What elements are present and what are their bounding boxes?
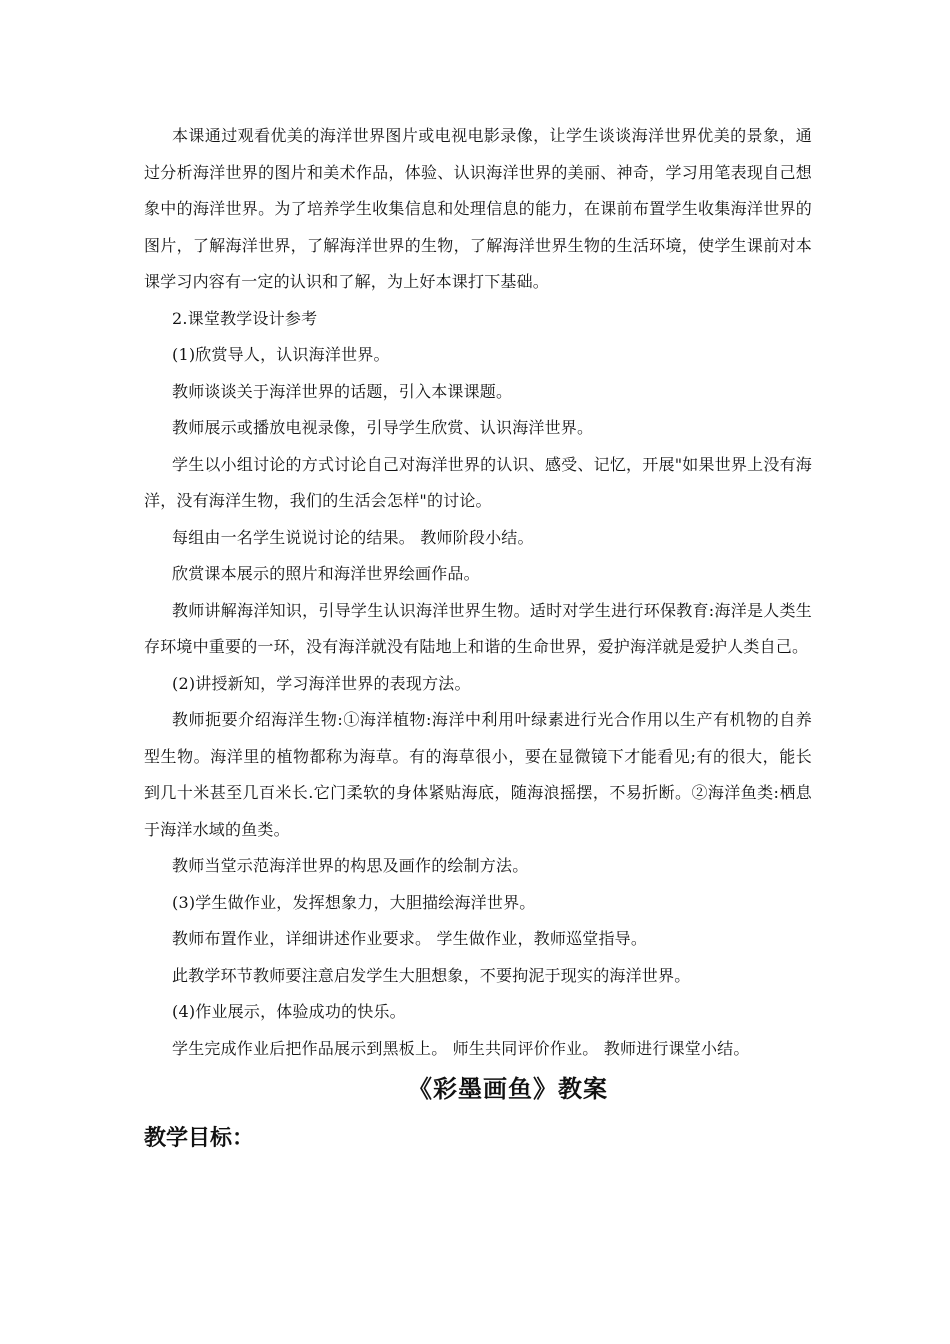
paragraph-topic: 教师谈谈关于海洋世界的话题，引入本课课题。 — [172, 381, 513, 401]
paragraph-ocean-knowledge: 教师讲解海洋知识，引导学生认识海洋世界生物。适时对学生进行环保教育:海洋是人类生存环境中重要的一环，没有海洋就没有陆地上和谐的生命世界，爱护海洋就是爱护人类自己。 — [144, 600, 812, 656]
step-1-heading: (1)欣赏导人，认识海洋世界。 — [172, 345, 390, 364]
paragraph-summary: 每组由一名学生说说讨论的结果。 教师阶段小结。 — [172, 527, 534, 547]
intro-paragraph: 本课通过观看优美的海洋世界图片或电视电影录像，让学生谈谈海洋世界优美的景象，通过分析海洋世界的图片和美术作品，体验、认识海洋世界的美丽、神奇，学习用笔表现自己想象中的海洋世界。为了培养学生收集信息和处理信息的能力，在课前布置学生收集海洋世界的图片，了解海洋世界，了解海洋世界的生物，了解海洋世界生物的生活环境，使学生课前对本课学习内容有一定的认识和了解，为上好本课打下基础。 — [144, 126, 812, 291]
step-2-heading: (2)讲授新知，学习海洋世界的表现方法。 — [172, 673, 471, 693]
step-4-heading: (4)作业展示，体验成功的快乐。 — [172, 1002, 406, 1021]
section-design-heading: 2.课堂教学设计参考 — [172, 308, 318, 328]
paragraph-demo: 教师当堂示范海洋世界的构思及画作的绘制方法。 — [172, 856, 529, 875]
paragraph-appreciate: 欣赏课本展示的照片和海洋世界绘画作品。 — [172, 564, 480, 583]
paragraph-video: 教师展示或播放电视录像，引导学生欣赏、认识海洋世界。 — [172, 418, 594, 437]
step-3-heading: (3)学生做作业，发挥想象力，大胆描绘海洋世界。 — [172, 892, 536, 912]
paragraph-imagination: 此教学环节教师要注意启发学生大胆想象，不要拘泥于现实的海洋世界。 — [172, 965, 691, 985]
document-page — [144, 118, 812, 1159]
paragraph-discussion: 学生以小组讨论的方式讨论自己对海洋世界的认识、感受、记忆，开展"如果世界上没有海洋，没有海洋生物，我们的生活会怎样"的讨论。 — [144, 454, 812, 510]
paragraph-exhibit: 学生完成作业后把作品展示到黑板上。 师生共同评价作业。 教师进行课堂小结。 — [172, 1038, 750, 1058]
paragraph-ocean-life: 教师扼要介绍海洋生物:①海洋植物:海洋中利用叶绿素进行光合作用以生产有机物的自养型生物。海洋里的植物都称为海草。有的海草很小，要在显微镜下才能看见;有的很大，能长到几十米甚至几百米长.它门柔软的身体紧贴海底，随海浪摇摆，不易折断。②海洋鱼类:栖息于海洋水域的鱼类。 — [144, 710, 812, 839]
objectives-heading: 教学目标： — [144, 1126, 255, 1151]
lesson-title: 《彩墨画鱼》教案 — [408, 1074, 608, 1103]
paragraph-assignment: 教师布置作业，详细讲述作业要求。 学生做作业，教师巡堂指导。 — [172, 929, 648, 948]
